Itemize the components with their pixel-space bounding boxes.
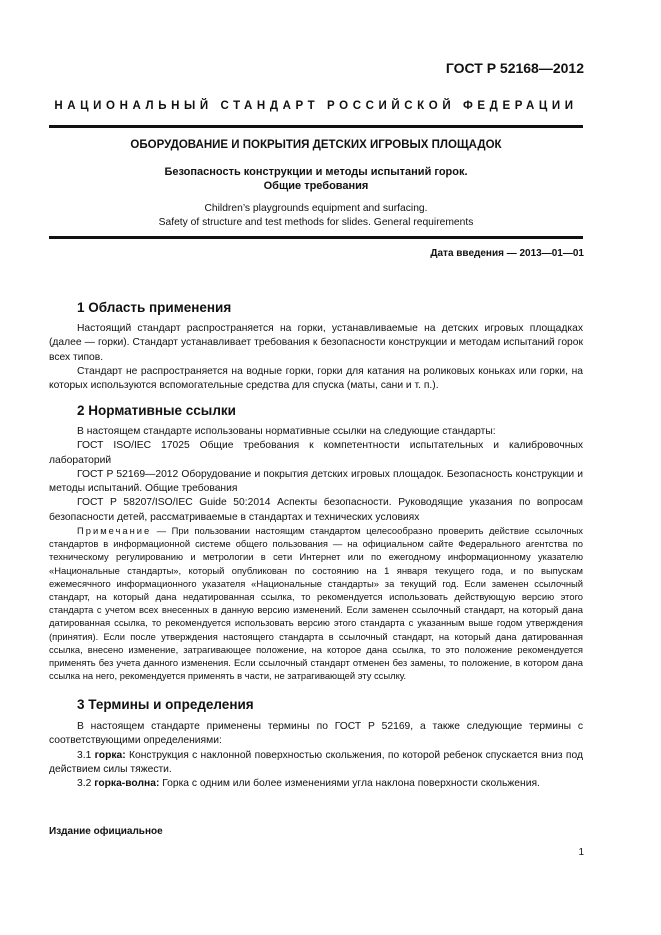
term-name: горка-волна: [94, 778, 160, 790]
term-definition: Конструкция с наклонной поверхностью скольжения, по которой ребенок спускается вниз под действием силы тяжести. [49, 749, 583, 775]
section-2-paragraph: В настоящем стандарте использованы нормативные ссылки на следующие стандарты: [77, 426, 496, 437]
section-1-heading: 1 Область применения [77, 300, 232, 315]
subtitle-line-1: Безопасность конструкции и методы испытаний горок. [164, 166, 468, 178]
section-2-paragraph: ГОСТ ISO/IEC 17025 Общие требования к компетентности испытательных и калибровочных лабораторий [49, 440, 583, 466]
section-1-paragraph: Стандарт не распространяется на водные горки, горки для катания на роликовых коньках или горки, на которых используются вспомогательные средства для спуска (маты, сани и т. п.). [49, 365, 583, 392]
national-standard-banner: НАЦИОНАЛЬНЫЙ СТАНДАРТ РОССИЙСКОЙ ФЕДЕРАЦИИ [54, 100, 578, 112]
section-2-paragraph: ГОСТ Р 52169—2012 Оборудование и покрытия детских игровых площадок. Безопасность конструкции и методы испытаний. Общие требования [49, 468, 583, 495]
note-label: Примечание [77, 525, 152, 536]
section-2-note [49, 524, 583, 682]
english-title-line-2: Safety of structure and test methods for slides. General requirements [158, 216, 474, 228]
section-1-paragraph: Настоящий стандарт распространяется на горки, устанавливаемые на детских игровых площадках (далее — горки). Стандарт устанавливает требования к безопасности конструкции и методам испытаний горок всех типов. [49, 323, 583, 363]
english-title [49, 202, 583, 229]
term-3-2 [49, 777, 583, 791]
subtitle-line-2: Общие требования [263, 180, 369, 192]
term-number: 3.2 [77, 778, 95, 790]
document-title: ОБОРУДОВАНИЕ И ПОКРЫТИЯ ДЕТСКИХ ИГРОВЫХ ПЛОЩАДОК [130, 139, 502, 151]
section-3-heading: 3 Термины и определения [77, 697, 254, 712]
standard-number: ГОСТ Р 52168—2012 [445, 60, 584, 76]
section-2-body [49, 425, 583, 525]
introduction-date: Дата введения — 2013—01—01 [430, 248, 584, 259]
section-2-heading: 2 Нормативные ссылки [77, 403, 236, 418]
top-divider [49, 125, 583, 128]
edition-label: Издание официальное [49, 826, 163, 837]
section-1-body [49, 322, 583, 393]
page-number: 1 [578, 847, 584, 858]
title-divider [49, 236, 583, 239]
section-3-body [49, 720, 583, 791]
english-title-line-1: Children’s playgrounds equipment and surfacing. [204, 203, 428, 214]
term-name: горка: [94, 749, 126, 761]
note-text: — При пользовании настоящим стандартом целесообразно проверить действие ссылочных стандартов в информационной системе общего пользования — на официальном сайте Федерального агентства по техническому регулированию и метрологии в сети Интернет или по ежегодному информационному указателю «Национальные стандарты», который опубликован по состоянию на 1 января текущего года, и по выпускам ежемесячного информационного указателя «Национальные стандарты» за текущий год. Если заменен ссылочный стандарт, на который дана недатированная ссылка, то рекомендуется использовать действующую версию этого стандарта с учетом всех внесенных в данную версию изменений. Если заменен ссылочный стандарт, на который дана датированная ссылка, то рекомендуется использовать версию этого стандарта с указанным выше годом утверждения (принятия). Если после утверждения настоящего стандарта в ссылочный стандарт, на который дана датированная ссылка, внесено изменение, затрагивающее положение, на которое дана ссылка, то это положение рекомендуется применять без учета данного изменения. Если ссылочный стандарт отменен без замены, то положение, в котором дана ссылка на него, рекомендуется применять в части, не затрагивающей эту ссылку. [49, 525, 583, 682]
term-definition: Горка с одним или более изменениями угла наклона поверхности скольжения. [159, 778, 540, 790]
section-2-paragraph: ГОСТ Р 58207/ISO/IEC Guide 50:2014 Аспекты безопасности. Руководящие указания по вопросам безопасности детей, рассматриваемые в стандартах и технических условиях [49, 497, 583, 523]
term-number: 3.1 [77, 749, 95, 761]
term-3-1 [49, 749, 583, 778]
document-subtitle [49, 165, 583, 193]
section-3-paragraph: В настоящем стандарте применены термины по ГОСТ Р 52169, а также следующие термины с соответствующими определениями: [49, 721, 583, 747]
